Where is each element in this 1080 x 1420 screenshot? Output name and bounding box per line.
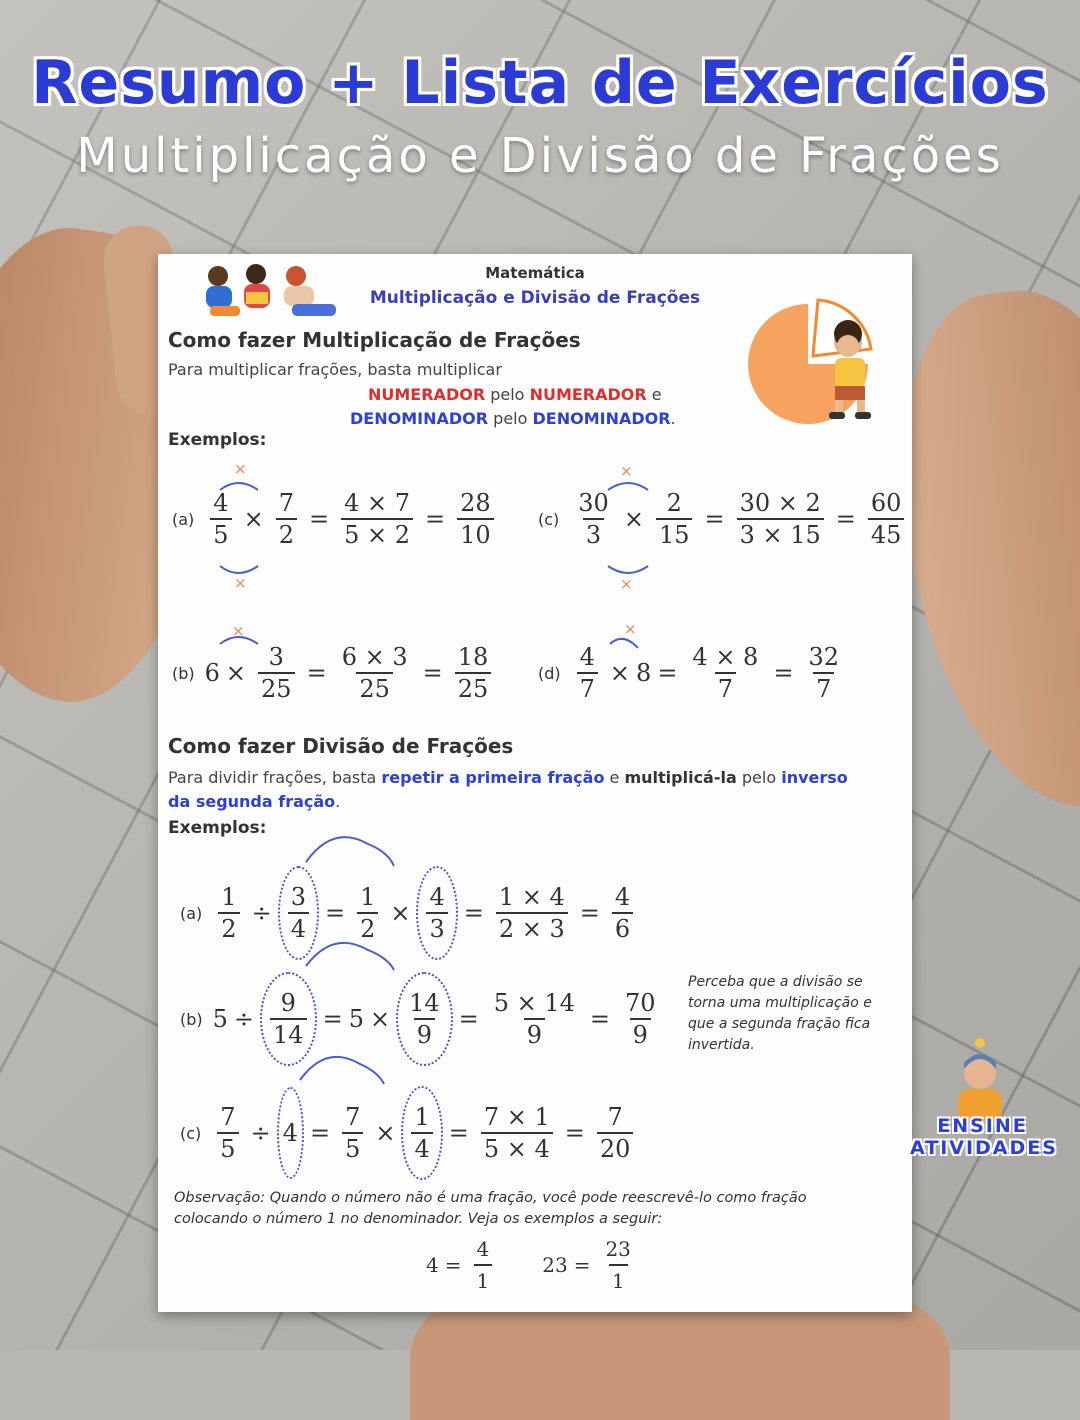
rule-by-1: pelo (490, 385, 525, 404)
div-example-b: (b) 5 ÷ $\frac{9}{14}$ = 5 × $\frac{14}{9}$ = $\frac{5 \times 14}{9}$ = $\frac{70}{9}$ (180, 972, 665, 1066)
div-example-a: (a) $\frac{1}{2}$ ÷ $\frac{3}{4}$ = $\frac{1}{2}$ × $\frac{4}{3}$ = $\frac{1 \times 4}{2 \times 3}$ = $\frac{4}{6}$ (180, 866, 639, 960)
division-intro: Para dividir frações, basta repetir a primeira fração e multiplicá-la pelo inverso da segunda fração. (168, 768, 848, 811)
cross-mark: × (620, 462, 633, 480)
teacher-illustration (910, 1035, 1055, 1125)
highlight-oval: $\frac{14}{9}$ (396, 972, 453, 1066)
highlight-oval: 4 (277, 1087, 304, 1179)
example-label: (b) (172, 663, 195, 683)
example-label: (b) (180, 1009, 203, 1029)
fraction: $\frac{3}{25}$ (258, 642, 295, 704)
fraction: $\frac{28}{10}$ (457, 488, 494, 550)
highlight-oval: $\frac{1}{4}$ (401, 1086, 442, 1180)
brand-line1: ENSINE (937, 1115, 1028, 1137)
fraction: $\frac{18}{25}$ (455, 642, 492, 704)
division-note: Perceba que a divisão se torna uma multiplicação e que a segunda fração fica invertida. (688, 974, 872, 1053)
worksheet (158, 254, 912, 1312)
multiplication-rule-line2: DENOMINADOR pelo DENOMINADOR. (350, 409, 676, 428)
rule-numerator-2: NUMERADOR (529, 385, 647, 404)
rule-by-2: pelo (493, 409, 528, 428)
example-label: (c) (180, 1123, 202, 1143)
page-title: Resumo + Lista de Exercícios (31, 48, 1049, 118)
subject-label: Matemática (485, 264, 585, 282)
fraction: $\frac{2}{15}$ (656, 488, 693, 550)
page-subtitle: Multiplicação e Divisão de Frações (76, 128, 1004, 184)
mult-example-d: (d) $\frac{4}{7}$ × 8 = $\frac{4 \times 8}{7}$ = $\frac{32}{7}$ (538, 642, 848, 704)
cross-mark: × (624, 620, 637, 638)
multiplication-rule-line1 (368, 385, 662, 404)
fraction: $\frac{4}{5}$ (210, 488, 231, 550)
fraction: $\frac{30}{3}$ (578, 489, 609, 549)
example-label: (d) (538, 663, 561, 683)
fraction: $\frac{4 \times 8}{7}$ (692, 643, 759, 703)
rule-denominator-2: DENOMINADOR (532, 409, 671, 428)
example-label: (c) (538, 509, 560, 529)
cross-mark: × (620, 575, 633, 593)
rule-and: e (651, 385, 662, 404)
rule-numerator-1: NUMERADOR (368, 385, 486, 404)
fraction: $\frac{60}{45}$ (868, 488, 905, 550)
fraction: $\frac{32}{7}$ (808, 643, 839, 703)
observation-text: Observação: Quando o número não é uma fração, você pode reescrevê-lo como fração colocando o número 1 no denominador. Veja os exemplos a seguir: (174, 1190, 807, 1227)
fraction: $\frac{30 \times 2}{3 \times 15}$ (737, 488, 824, 550)
brand-line2: ATIVIDADES (910, 1137, 1058, 1159)
mult-example-c: (c) $\frac{30}{3}$ × $\frac{2}{15}$ = $\frac{30 \times 2}{3 \times 15}$ = $\frac{60}{45}$ (538, 488, 910, 550)
cross-mark: × (234, 574, 247, 592)
division-heading: Como fazer Divisão de Frações (168, 734, 514, 758)
highlight-oval: $\frac{3}{4}$ (278, 866, 319, 960)
div-example-c: (c) $\frac{7}{5}$ ÷ 4 = $\frac{7}{5}$ × $\frac{1}{4}$ = $\frac{7 \times 1}{5 \times 4}$ = $\frac{7}{20}$ (180, 1086, 639, 1180)
rule-denominator-1: DENOMINADOR (350, 409, 489, 428)
bottom-hand (410, 1300, 950, 1420)
topic-label: Multiplicação e Divisão de Frações (369, 288, 701, 308)
fraction: $\frac{4 \times 7}{5 \times 2}$ (341, 488, 413, 550)
mult-example-a: (a) $\frac{4}{5}$ × $\frac{7}{2}$ = $\frac{4 \times 7}{5 \times 2}$ = $\frac{28}{10}$ (172, 488, 500, 550)
whole-number-examples: 4 = $\frac{4}{1}$ 23 = $\frac{23}{1}$ (426, 1234, 640, 1296)
multiplication-intro: Para multiplicar frações, basta multiplicar (168, 360, 502, 379)
example-label: (a) (180, 903, 203, 923)
cross-mark: × (232, 622, 245, 640)
mult-example-b: (b) 6 × $\frac{3}{25}$ = $\frac{6 \times 3}{25}$ = $\frac{18}{25}$ (172, 642, 497, 704)
fraction: $\frac{4}{7}$ (577, 642, 598, 704)
highlight-oval: $\frac{9}{14}$ (260, 972, 317, 1066)
example-label: (a) (172, 509, 195, 529)
multiplication-examples-label: Exemplos: (168, 430, 267, 450)
fraction: $\frac{6 \times 3}{25}$ (341, 643, 408, 703)
division-examples-label: Exemplos: (168, 818, 267, 838)
multiplication-heading: Como fazer Multiplicação de Frações (168, 328, 581, 352)
pie-fraction-illustration (723, 294, 923, 424)
brand-logo (910, 1035, 1058, 1165)
highlight-oval: $\frac{4}{3}$ (416, 866, 457, 960)
cross-mark: × (234, 460, 247, 478)
fraction: $\frac{7}{2}$ (276, 488, 297, 550)
